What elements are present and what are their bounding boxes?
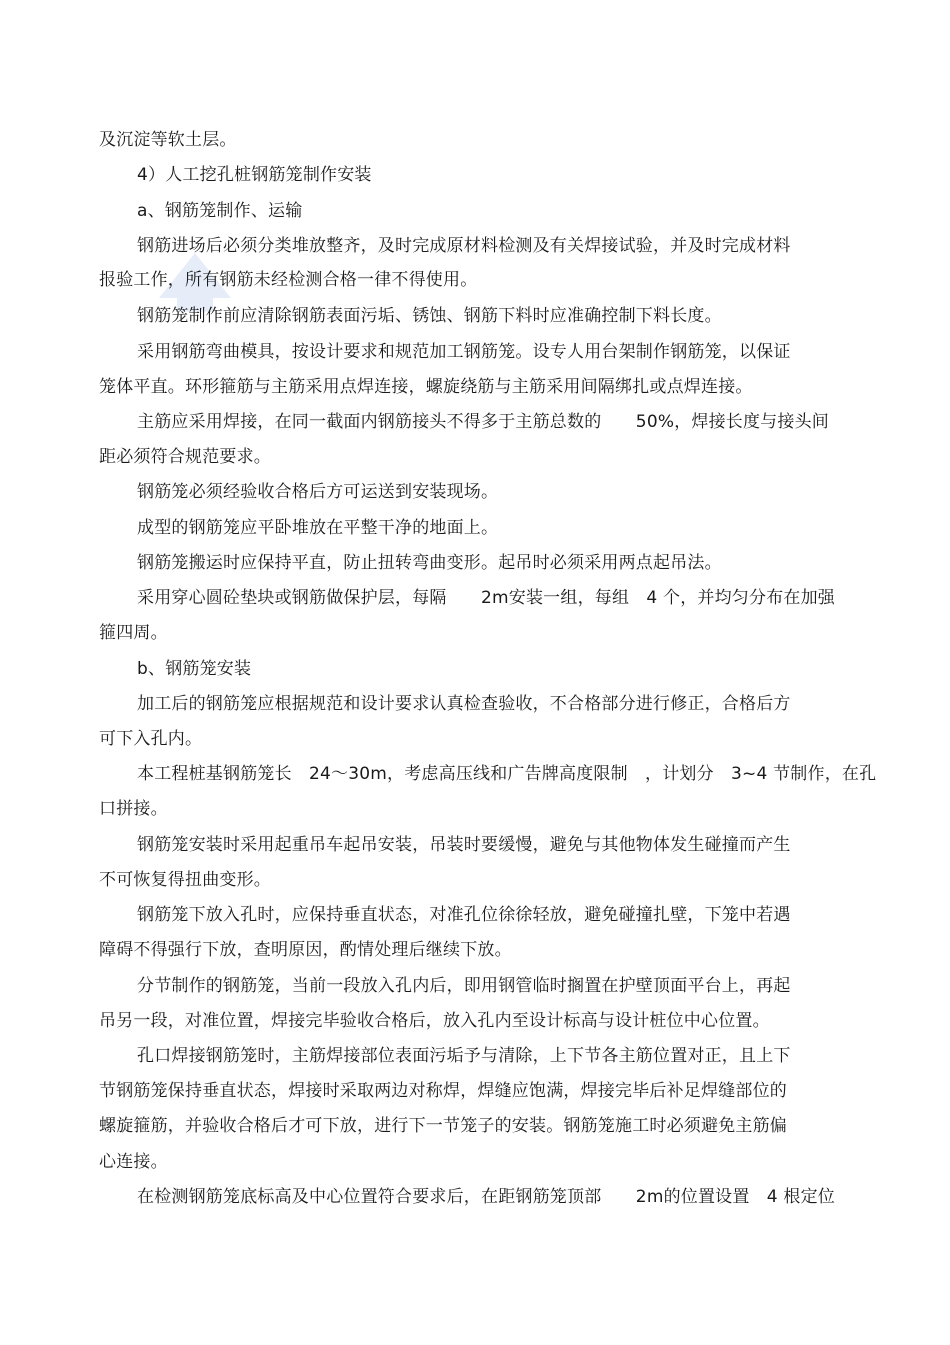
text-line: 笼体平直。环形箍筋与主筋采用点焊连接，螺旋绕筋与主筋采用间隔绑扎或点焊连接。 xyxy=(99,377,753,397)
text-line: 加工后的钢筋笼应根据规范和设计要求认真检查验收，不合格部分进行修正，合格后方 xyxy=(137,694,791,714)
text-line: 不可恢复得扭曲变形。 xyxy=(99,870,271,890)
text-line: 口拼接。 xyxy=(99,799,168,819)
subsection-heading: b、钢筋笼安装 xyxy=(137,659,252,679)
text-line: 螺旋箍筋，并验收合格后才可下放，进行下一节笼子的安装。钢筋笼施工时必须避免主筋偏 xyxy=(99,1116,787,1136)
text-line: 障碍不得强行下放，查明原因，酌情处理后继续下放。 xyxy=(99,940,512,960)
text-line: 及沉淀等软土层。 xyxy=(99,130,237,150)
text-line: 心连接。 xyxy=(99,1152,168,1172)
text-line: 钢筋进场后必须分类堆放整齐，及时完成原材料检测及有关焊接试验，并及时完成材料 xyxy=(137,236,791,256)
subsection-heading: a、钢筋笼制作、运输 xyxy=(137,201,303,221)
section-heading: 4）人工挖孔桩钢筋笼制作安装 xyxy=(137,165,372,185)
text-line: 采用穿心圆砼垫块或钢筋做保护层，每隔 2m安装一组，每组 4 个，并均匀分布在加强 xyxy=(137,588,835,608)
text-line: 采用钢筋弯曲模具，按设计要求和规范加工钢筋笼。设专人用台架制作钢筋笼，以保证 xyxy=(137,342,791,362)
text-line: 钢筋笼制作前应清除钢筋表面污垢、锈蚀、钢筋下料时应准确控制下料长度。 xyxy=(137,306,722,326)
text-line: 本工程桩基钢筋笼长 24～30m，考虑高压线和广告牌高度限制 ，计划分 3~4 节制作，在孔 xyxy=(137,764,877,784)
text-line: 分节制作的钢筋笼，当前一段放入孔内后，即用钢管临时搁置在护壁顶面平台上，再起 xyxy=(137,976,791,996)
text-line: 钢筋笼下放入孔时，应保持垂直状态，对准孔位徐徐轻放，避免碰撞扎壁，下笼中若遇 xyxy=(137,905,791,925)
text-line: 箍四周。 xyxy=(99,623,168,643)
text-line: 钢筋笼搬运时应保持平直，防止扭转弯曲变形。起吊时必须采用两点起吊法。 xyxy=(137,553,722,573)
text-line: 吊另一段，对准位置，焊接完毕验收合格后，放入孔内至设计标高与设计桩位中心位置。 xyxy=(99,1011,770,1031)
text-line: 可下入孔内。 xyxy=(99,729,203,749)
text-line: 钢筋笼必须经验收合格后方可运送到安装现场。 xyxy=(137,482,499,502)
text-line: 在检测钢筋笼底标高及中心位置符合要求后，在距钢筋笼顶部 2m的位置设置 4 根定位 xyxy=(137,1187,835,1207)
text-line: 报验工作，所有钢筋未经检测合格一律不得使用。 xyxy=(99,270,478,290)
text-line: 钢筋笼安装时采用起重吊车起吊安装，吊装时要缓慢，避免与其他物体发生碰撞而产生 xyxy=(137,835,791,855)
text-line: 节钢筋笼保持垂直状态，焊接时采取两边对称焊，焊缝应饱满，焊接完毕后补足焊缝部位的 xyxy=(99,1081,787,1101)
text-line: 主筋应采用焊接，在同一截面内钢筋接头不得多于主筋总数的 50%，焊接长度与接头间 xyxy=(137,412,829,432)
text-line: 成型的钢筋笼应平卧堆放在平整干净的地面上。 xyxy=(137,518,499,538)
text-line: 孔口焊接钢筋笼时，主筋焊接部位表面污垢予与清除，上下节各主筋位置对正，且上下 xyxy=(137,1046,791,1066)
text-line: 距必须符合规范要求。 xyxy=(99,447,271,467)
